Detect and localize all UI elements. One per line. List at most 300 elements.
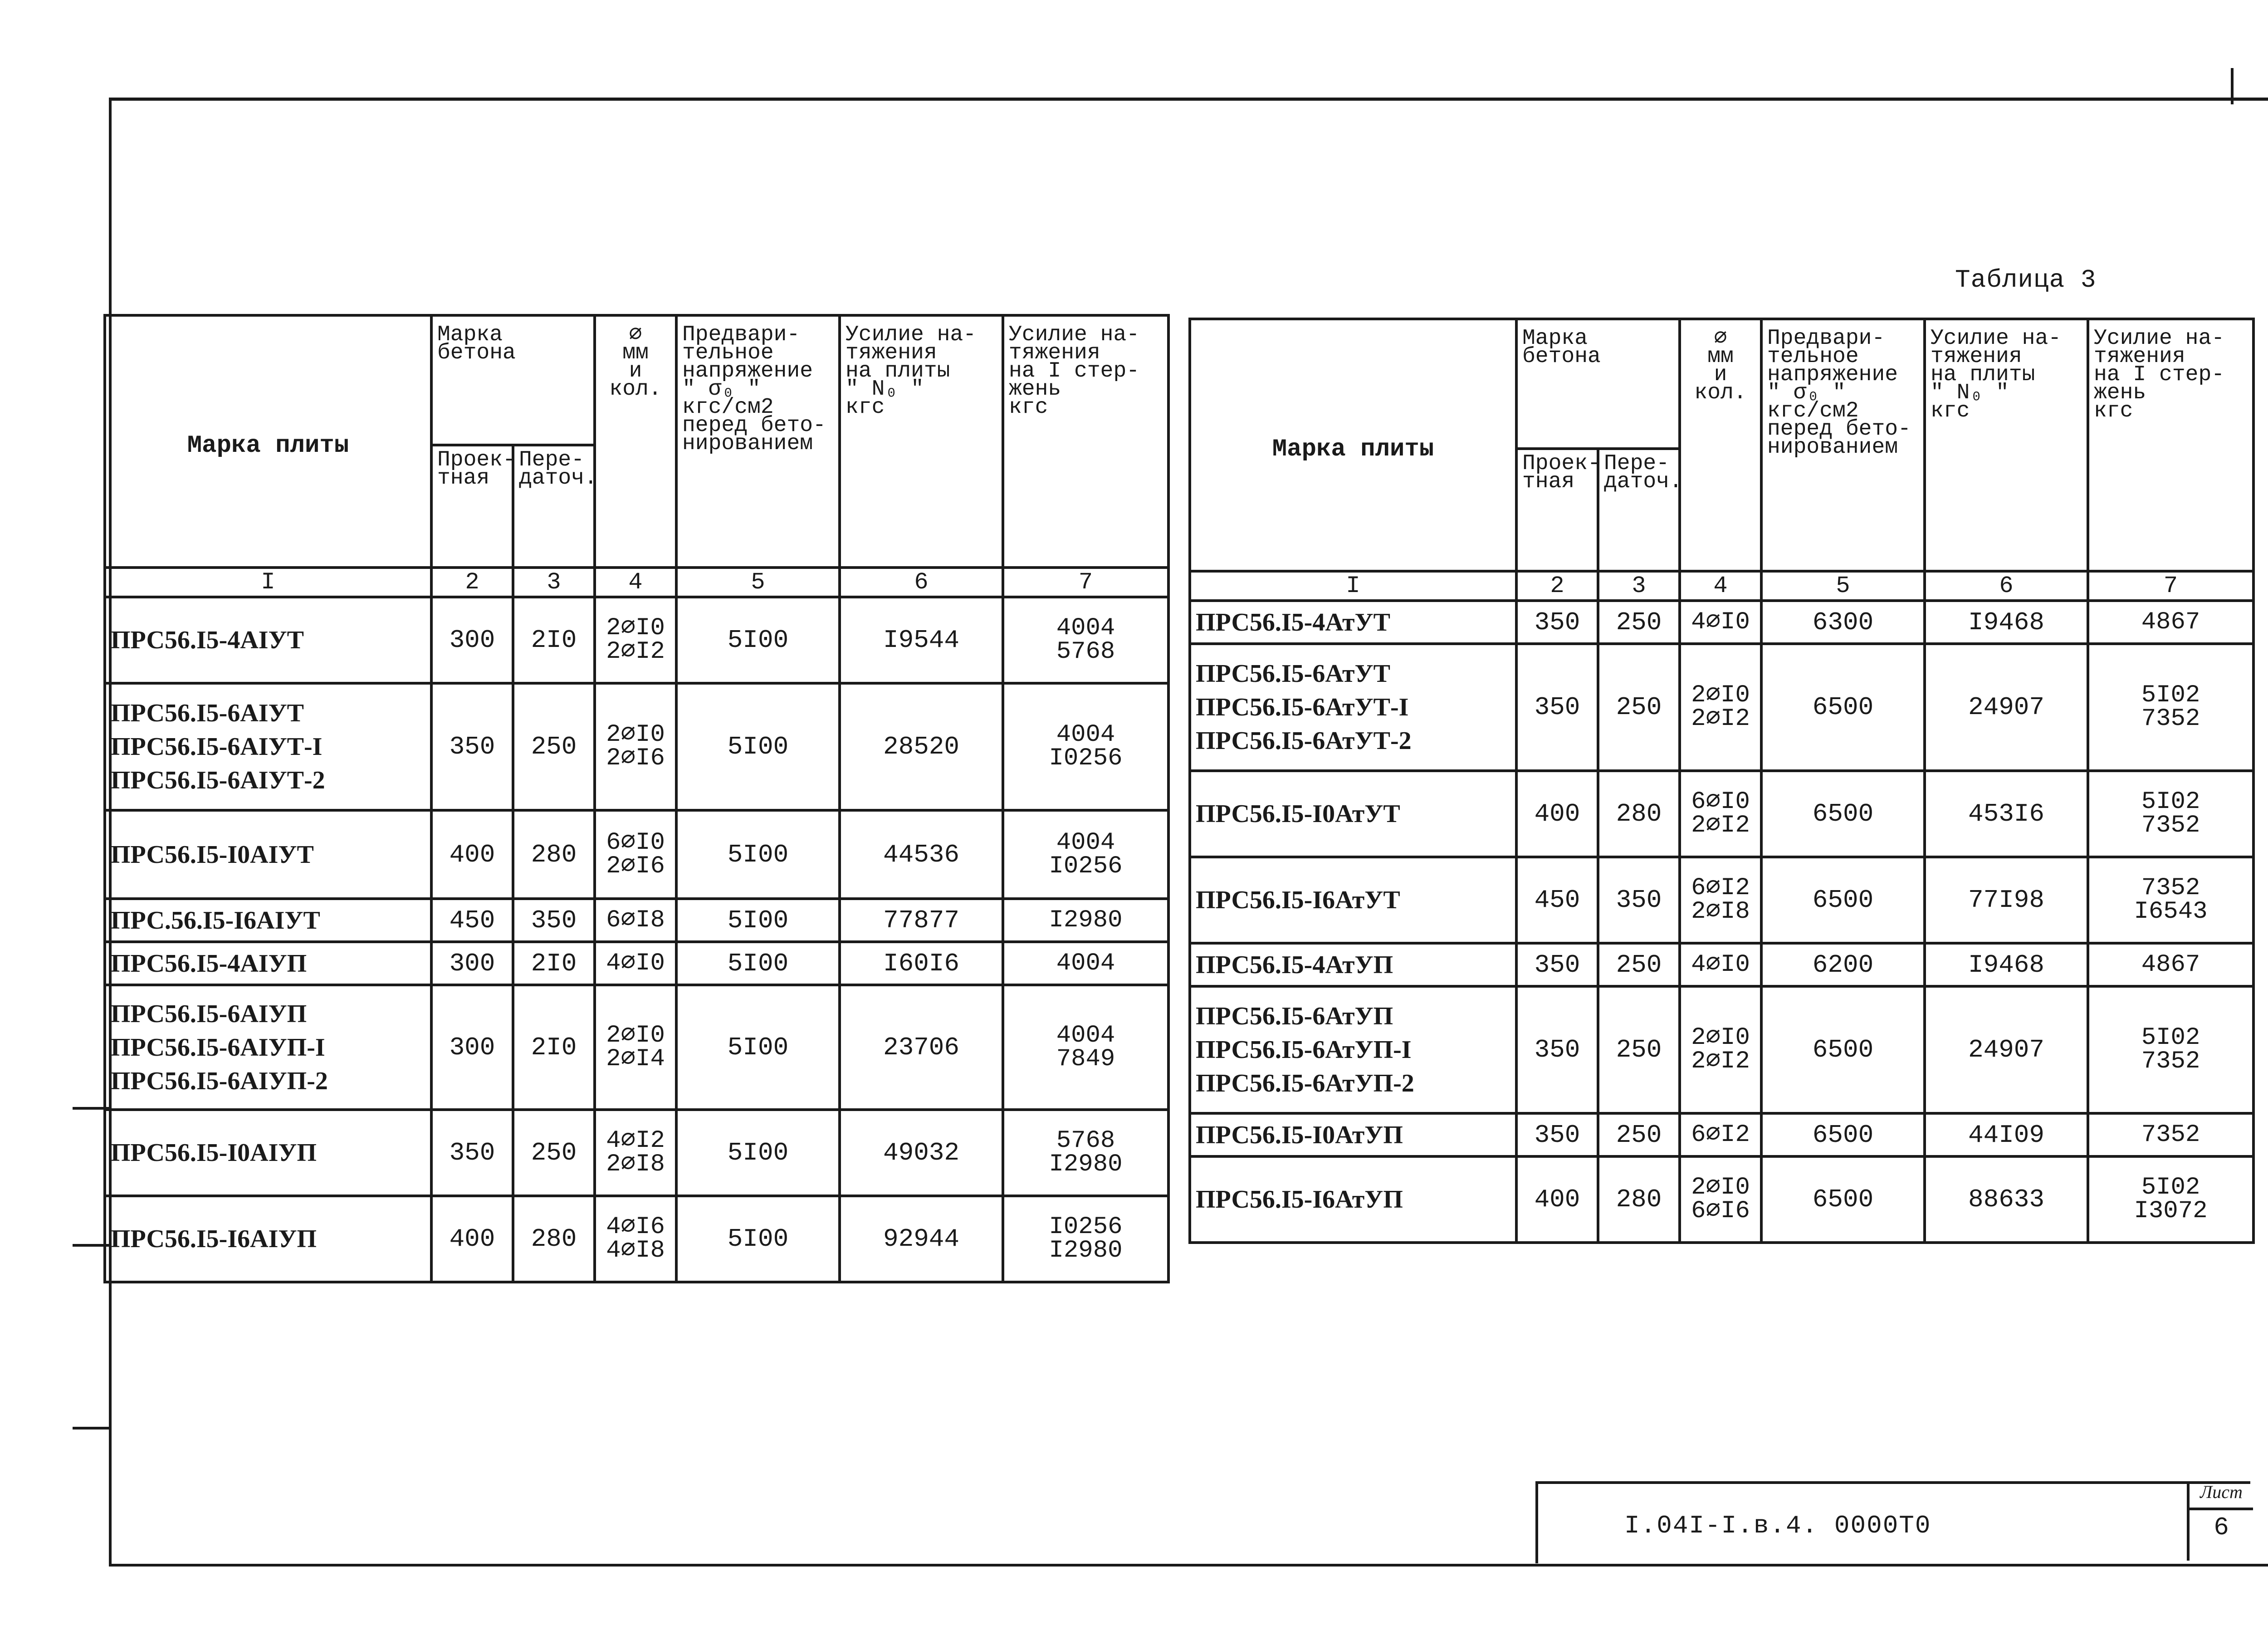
slab-mark: [1190, 601, 1516, 644]
top-edge-tick: [2231, 68, 2234, 104]
column-index: 3: [1598, 571, 1680, 601]
concrete-transfer: 280: [513, 1196, 595, 1282]
header-text: Проек-: [1522, 451, 1601, 476]
prestress-value: 6500: [1761, 771, 1925, 857]
rebar-spec: 2⌀I2: [606, 638, 665, 666]
slab-mark-name: ПРС56.I5-I6АIУП: [111, 1225, 317, 1253]
header-force-bar: [1003, 315, 1168, 568]
header-text: " σ₀ ": [682, 377, 761, 401]
concrete-design: 400: [1516, 1156, 1598, 1243]
slab-mark-name: ПРС56.I5-I0АIУТ: [111, 840, 314, 869]
concrete-transfer: 350: [513, 899, 595, 942]
concrete-transfer: 250: [1598, 943, 1680, 986]
header-text: кгс: [2094, 399, 2133, 423]
slab-mark-name: ПРС56.I5-6АIУП: [111, 999, 307, 1028]
concrete-design: 400: [431, 810, 513, 899]
header-text: кол.: [1694, 381, 1747, 405]
prestress-value: 5I00: [676, 1110, 840, 1196]
slab-force: 23706: [840, 985, 1003, 1110]
bar-force-value: 4004: [1056, 1021, 1115, 1049]
slab-mark: [105, 985, 431, 1110]
header-text: Усилие на-: [1931, 326, 2062, 351]
bar-force: [1003, 1196, 1168, 1282]
column-index: I: [1190, 571, 1516, 601]
header-text: жень: [1009, 377, 1061, 401]
prestress-value: 6500: [1761, 857, 1925, 943]
slab-force: 92944: [840, 1196, 1003, 1282]
header-text: тяжения: [846, 341, 937, 365]
header-text: Предвари-: [682, 323, 800, 347]
header-text: на плиты: [1931, 362, 2035, 387]
header-text: на I стер-: [2094, 362, 2225, 387]
header-text: тяжения: [1931, 344, 2022, 369]
slab-force: I9544: [840, 597, 1003, 683]
bar-force-value: 4004: [1056, 721, 1115, 749]
slab-force: 49032: [840, 1110, 1003, 1196]
rebar-spec: 2⌀I2: [1691, 705, 1750, 733]
header-row: [105, 315, 1168, 445]
slab-mark-name: ПРС56.I5-6АтУТ-2: [1196, 727, 1412, 755]
slab-mark-name: ПРС56.I5-6АтУП-2: [1196, 1069, 1414, 1097]
slab-mark-name: ПРС56.I5-6АтУП-I: [1196, 1036, 1412, 1064]
concrete-design: 350: [1516, 644, 1598, 771]
table-row: [105, 597, 1168, 683]
prestress-value: 5I00: [676, 1196, 840, 1282]
rebar-spec: 2⌀I0: [1691, 681, 1750, 709]
concrete-transfer: 280: [513, 810, 595, 899]
slab-mark-name: ПРС56.I5-I0АтУТ: [1196, 800, 1400, 828]
concrete-design: 300: [431, 985, 513, 1110]
slab-force: 28520: [840, 683, 1003, 810]
rebar-diameter: [1680, 601, 1761, 644]
prestress-value: 6500: [1761, 1113, 1925, 1156]
bar-force: [1003, 942, 1168, 985]
header-diameter: [1680, 319, 1761, 571]
rebar-spec: 6⌀I0: [1691, 788, 1750, 816]
bar-force: [1003, 597, 1168, 683]
concrete-transfer: 250: [1598, 1113, 1680, 1156]
header-text: Предвари-: [1767, 326, 1885, 351]
table-row: [105, 683, 1168, 810]
slab-mark-name: ПРС56.I5-6АIУП-2: [111, 1067, 328, 1095]
slab-mark: [105, 942, 431, 985]
bar-force: [2088, 601, 2253, 644]
rebar-diameter: [1680, 771, 1761, 857]
bar-force-value: 7352: [2141, 705, 2200, 733]
slab-force: 44536: [840, 810, 1003, 899]
bar-force: [1003, 1110, 1168, 1196]
bar-force: [2088, 1156, 2253, 1243]
slab-mark: [105, 1196, 431, 1282]
column-index: 4: [595, 568, 676, 597]
bar-force-value: 5768: [1056, 638, 1115, 666]
header-force-slab: [1925, 319, 2088, 571]
bar-force-value: 5I02: [2141, 1174, 2200, 1201]
concrete-design: 350: [431, 683, 513, 810]
bar-force: [2088, 857, 2253, 943]
table-row: [1190, 1113, 2253, 1156]
rebar-diameter: [595, 1110, 676, 1196]
header-text: мм: [1707, 344, 1734, 369]
bar-force-value: 4867: [2141, 950, 2200, 979]
concrete-design: 300: [431, 597, 513, 683]
slab-force: I9468: [1925, 943, 2088, 986]
table-row: [1190, 986, 2253, 1113]
header-text: Усилие на-: [2094, 326, 2225, 351]
header-text: ⌀: [629, 323, 642, 347]
table-row: [105, 810, 1168, 899]
rebar-diameter: [1680, 986, 1761, 1113]
bar-force-value: I6543: [2134, 898, 2208, 925]
table-row: [105, 942, 1168, 985]
header-text: кгс/см2: [1767, 399, 1859, 423]
margin-tick: [73, 1427, 109, 1430]
rebar-spec: 6⌀I2: [1691, 874, 1750, 902]
header-text: нированием: [1767, 435, 1898, 460]
table-caption: Таблица 3: [1955, 265, 2097, 294]
header-text: напряжение: [682, 359, 813, 383]
prestress-value: 6500: [1761, 1156, 1925, 1243]
rebar-spec: 2⌀I6: [606, 852, 665, 880]
slab-mark-name: ПРС56.I5-I0АтУП: [1196, 1121, 1403, 1149]
rebar-spec: 2⌀I0: [1691, 1174, 1750, 1201]
slab-mark-name: ПРС56.I5-6АIУТ: [111, 699, 304, 727]
slab-mark-name: ПРС56.I5-6АIУТ-I: [111, 733, 323, 761]
rebar-diameter: [595, 810, 676, 899]
header-text: " N₀ ": [846, 377, 924, 401]
bar-force-value: I0256: [1049, 744, 1123, 772]
slab-mark-name: ПРС56.I5-I0АIУП: [111, 1139, 317, 1167]
rebar-diameter: [595, 597, 676, 683]
concrete-design: 400: [431, 1196, 513, 1282]
concrete-design: 350: [1516, 943, 1598, 986]
bar-force-value: 4004: [1056, 614, 1115, 642]
bar-force: [2088, 644, 2253, 771]
sheet-label: Лист: [2190, 1481, 2253, 1510]
concrete-transfer: 280: [1598, 771, 1680, 857]
rebar-spec: 2⌀I0: [606, 721, 665, 749]
rebar-diameter: [595, 942, 676, 985]
slab-force: I60I6: [840, 942, 1003, 985]
bar-force-value: 4004: [1056, 949, 1115, 977]
bar-force: [2088, 986, 2253, 1113]
prestress-value: 5I00: [676, 985, 840, 1110]
concrete-design: 450: [431, 899, 513, 942]
header-text: Пере-: [519, 448, 585, 472]
column-index: 2: [431, 568, 513, 597]
slab-mark-name: ПРС56.I5-4АтУП: [1196, 950, 1393, 979]
rebar-spec: 2⌀I0: [606, 614, 665, 642]
prestress-value: 5I00: [676, 899, 840, 942]
slab-mark: [105, 1110, 431, 1196]
bar-force-value: 5I02: [2141, 1024, 2200, 1052]
column-index: 4: [1680, 571, 1761, 601]
table-row: [1190, 644, 2253, 771]
concrete-transfer: 2I0: [513, 942, 595, 985]
slab-mark-name: ПРС56.I5-6АтУТ: [1196, 660, 1390, 688]
column-index: 7: [2088, 571, 2253, 601]
title-block: [1535, 1481, 2250, 1563]
rebar-diameter: [1680, 857, 1761, 943]
left-table: [103, 314, 1170, 1283]
bar-force-value: I0256: [1049, 852, 1123, 880]
header-text: жень: [2094, 381, 2146, 405]
slab-force: I9468: [1925, 601, 2088, 644]
header-diameter: [595, 315, 676, 568]
document-code: I.04I-I.в.4. 0000Т0: [1624, 1511, 1931, 1540]
header-text: даточ.: [519, 466, 597, 490]
concrete-design: 350: [1516, 986, 1598, 1113]
prestress-value: 6200: [1761, 943, 1925, 986]
concrete-design: 300: [431, 942, 513, 985]
table-row: [1190, 943, 2253, 986]
concrete-transfer: 250: [1598, 986, 1680, 1113]
prestress-value: 6500: [1761, 644, 1925, 771]
header-design: [431, 445, 516, 568]
slab-force: 88633: [1925, 1156, 2088, 1243]
concrete-transfer: 2I0: [513, 985, 595, 1110]
header-text: кгс: [1931, 399, 1970, 423]
slab-mark: [105, 899, 431, 942]
bar-force: [2088, 771, 2253, 857]
header-force-slab: [840, 315, 1003, 568]
concrete-transfer: 350: [1598, 857, 1680, 943]
slab-force: 77I98: [1925, 857, 2088, 943]
column-index-row: [1190, 571, 2253, 601]
concrete-design: 350: [1516, 601, 1598, 644]
bar-force-value: 4004: [1056, 828, 1115, 857]
header-mark: Марка плиты: [105, 315, 431, 568]
column-index-row: [105, 568, 1168, 597]
header-text: перед бето-: [1767, 417, 1911, 441]
slab-mark: [105, 597, 431, 683]
slab-force: 24907: [1925, 644, 2088, 771]
column-index: 2: [1516, 571, 1598, 601]
header-text: перед бето-: [682, 413, 826, 438]
concrete-transfer: 250: [513, 1110, 595, 1196]
table-row: [1190, 857, 2253, 943]
slab-force: 77877: [840, 899, 1003, 942]
table-row: [105, 899, 1168, 942]
prestress-value: 5I00: [676, 683, 840, 810]
column-index: 7: [1003, 568, 1168, 597]
rebar-spec: 2⌀I4: [606, 1045, 665, 1073]
slab-mark: [1190, 1113, 1516, 1156]
bar-force-value: I0256: [1049, 1213, 1123, 1241]
slab-mark-name: ПРС56.I5-6АтУТ-I: [1196, 693, 1409, 721]
bar-force-value: 7352: [2141, 812, 2200, 839]
bar-force-value: I3072: [2134, 1197, 2208, 1225]
header-text: тяжения: [1009, 341, 1100, 365]
header-text: " N₀ ": [1931, 381, 2009, 405]
bar-force: [1003, 899, 1168, 942]
sheet-number: 6: [2214, 1513, 2229, 1542]
prestress-value: 6300: [1761, 601, 1925, 644]
rebar-spec: 2⌀I0: [1691, 1024, 1750, 1052]
slab-mark: [105, 810, 431, 899]
rebar-spec: 6⌀I0: [606, 828, 665, 857]
header-text: на плиты: [846, 359, 950, 383]
bar-force-value: 5768: [1056, 1127, 1115, 1155]
slab-mark-name: ПРС56.I5-6АIУП-I: [111, 1033, 325, 1062]
slab-mark-name: ПРС.56.I5-I6АIУТ: [111, 906, 320, 935]
header-mark: Марка плиты: [1190, 319, 1516, 571]
rebar-spec: 2⌀I2: [1691, 1048, 1750, 1075]
slab-mark-name: ПРС56.I5-4АIУТ: [111, 626, 304, 654]
header-prestress: [1761, 319, 1925, 571]
slab-force: 24907: [1925, 986, 2088, 1113]
slab-mark: [1190, 857, 1516, 943]
bar-force: [2088, 943, 2253, 986]
bar-force-value: 5I02: [2141, 681, 2200, 709]
slab-mark-name: ПРС56.I5-4АтУТ: [1196, 608, 1390, 636]
slab-mark-name: ПРС56.I5-6АтУП: [1196, 1002, 1393, 1030]
column-index: 6: [1925, 571, 2088, 601]
header-transfer: [1598, 449, 1680, 571]
rebar-spec: 2⌀I0: [606, 1021, 665, 1049]
slab-mark-name: ПРС56.I5-4АIУП: [111, 949, 307, 978]
concrete-design: 350: [1516, 1113, 1598, 1156]
header-transfer: [513, 445, 595, 568]
bar-force-value: 7352: [2141, 874, 2200, 902]
bar-force-value: 5I02: [2141, 788, 2200, 816]
concrete-design: 350: [431, 1110, 513, 1196]
slab-mark-name: ПРС56.I5-I6АтУП: [1196, 1185, 1403, 1214]
rebar-diameter: [595, 1196, 676, 1282]
slab-mark: [1190, 644, 1516, 771]
header-text: тельное: [1767, 344, 1859, 369]
sheet-box: [2187, 1481, 2253, 1561]
prestress-value: 6500: [1761, 986, 1925, 1113]
rebar-spec: 4⌀I0: [1691, 608, 1750, 636]
slab-mark: [1190, 943, 1516, 986]
header-text: и: [1714, 362, 1727, 387]
header-text: кол.: [609, 377, 662, 401]
slab-mark: [1190, 771, 1516, 857]
rebar-diameter: [595, 683, 676, 810]
prestress-value: 5I00: [676, 597, 840, 683]
column-index: 5: [1761, 571, 1925, 601]
rebar-spec: 4⌀I8: [606, 1237, 665, 1264]
slab-force: 44I09: [1925, 1113, 2088, 1156]
bar-force-value: 7352: [2141, 1048, 2200, 1075]
concrete-transfer: 250: [513, 683, 595, 810]
rebar-diameter: [595, 899, 676, 942]
rebar-spec: 6⌀I6: [1691, 1197, 1750, 1225]
rebar-diameter: [1680, 1113, 1761, 1156]
table-row: [105, 985, 1168, 1110]
column-index: 6: [840, 568, 1003, 597]
slab-mark: [1190, 986, 1516, 1113]
bar-force-value: I2980: [1049, 1237, 1123, 1264]
header-text: даточ.: [1604, 470, 1682, 494]
header-text: ⌀: [1714, 326, 1727, 351]
bar-force: [1003, 810, 1168, 899]
column-index: 3: [513, 568, 595, 597]
header-text: Проек-: [437, 448, 516, 472]
rebar-diameter: [595, 985, 676, 1110]
concrete-transfer: 2I0: [513, 597, 595, 683]
header-text: кгс: [846, 395, 885, 420]
bar-force-value: I2980: [1049, 1151, 1123, 1178]
column-index: 5: [676, 568, 840, 597]
header-concrete: Марка бетона: [431, 315, 595, 445]
rebar-spec: 2⌀I2: [1691, 812, 1750, 839]
header-text: кгс: [1009, 395, 1048, 420]
rebar-diameter: [1680, 943, 1761, 986]
rebar-spec: 2⌀I6: [606, 744, 665, 772]
header-text: и: [629, 359, 642, 383]
bar-force-value: 7849: [1056, 1045, 1115, 1073]
table-row: [1190, 1156, 2253, 1243]
header-text: тная: [1522, 470, 1575, 494]
header-text: тяжения: [2094, 344, 2185, 369]
rebar-spec: 4⌀I0: [606, 949, 665, 977]
slab-mark: [105, 683, 431, 810]
table-row: [105, 1196, 1168, 1282]
rebar-spec: 2⌀I8: [1691, 898, 1750, 925]
slab-mark-name: ПРС56.I5-6АIУТ-2: [111, 766, 325, 794]
rebar-diameter: [1680, 1156, 1761, 1243]
slab-mark-name: ПРС56.I5-I6АтУТ: [1196, 886, 1400, 914]
header-concrete: Марка бетона: [1516, 319, 1680, 449]
right-table: [1188, 318, 2255, 1244]
header-text: Усилие на-: [1009, 323, 1140, 347]
header-text: Усилие на-: [846, 323, 977, 347]
table-row: [1190, 771, 2253, 857]
header-force-bar: [2088, 319, 2253, 571]
column-index: I: [105, 568, 431, 597]
rebar-spec: 4⌀I0: [1691, 950, 1750, 979]
bar-force: [2088, 1113, 2253, 1156]
rebar-spec: 6⌀I2: [1691, 1121, 1750, 1149]
concrete-design: 400: [1516, 771, 1598, 857]
concrete-transfer: 280: [1598, 1156, 1680, 1243]
bar-force-value: 4867: [2141, 608, 2200, 636]
concrete-design: 450: [1516, 857, 1598, 943]
header-text: тная: [437, 466, 490, 490]
concrete-transfer: 250: [1598, 644, 1680, 771]
header-text: " σ₀ ": [1767, 381, 1846, 405]
header-text: нированием: [682, 431, 813, 456]
rebar-spec: 2⌀I8: [606, 1151, 665, 1178]
header-design: [1516, 449, 1601, 571]
rebar-spec: 4⌀I6: [606, 1213, 665, 1241]
prestress-value: 5I00: [676, 810, 840, 899]
rebar-diameter: [1680, 644, 1761, 771]
bar-force-value: 7352: [2141, 1121, 2200, 1149]
bar-force: [1003, 985, 1168, 1110]
table-row: [1190, 601, 2253, 644]
header-text: Пере-: [1604, 451, 1670, 476]
slab-force: 453I6: [1925, 771, 2088, 857]
bar-force: [1003, 683, 1168, 810]
bar-force-value: I2980: [1049, 906, 1123, 934]
prestress-value: 5I00: [676, 942, 840, 985]
rebar-spec: 6⌀I8: [606, 906, 665, 934]
slab-mark: [1190, 1156, 1516, 1243]
concrete-transfer: 250: [1598, 601, 1680, 644]
header-text: тельное: [682, 341, 774, 365]
table-row: [105, 1110, 1168, 1196]
header-row: [1190, 319, 2253, 449]
header-text: напряжение: [1767, 362, 1898, 387]
header-text: кгс/см2: [682, 395, 774, 420]
rebar-spec: 4⌀I2: [606, 1127, 665, 1155]
header-text: на I стер-: [1009, 359, 1140, 383]
header-prestress: [676, 315, 840, 568]
header-text: мм: [622, 341, 649, 365]
